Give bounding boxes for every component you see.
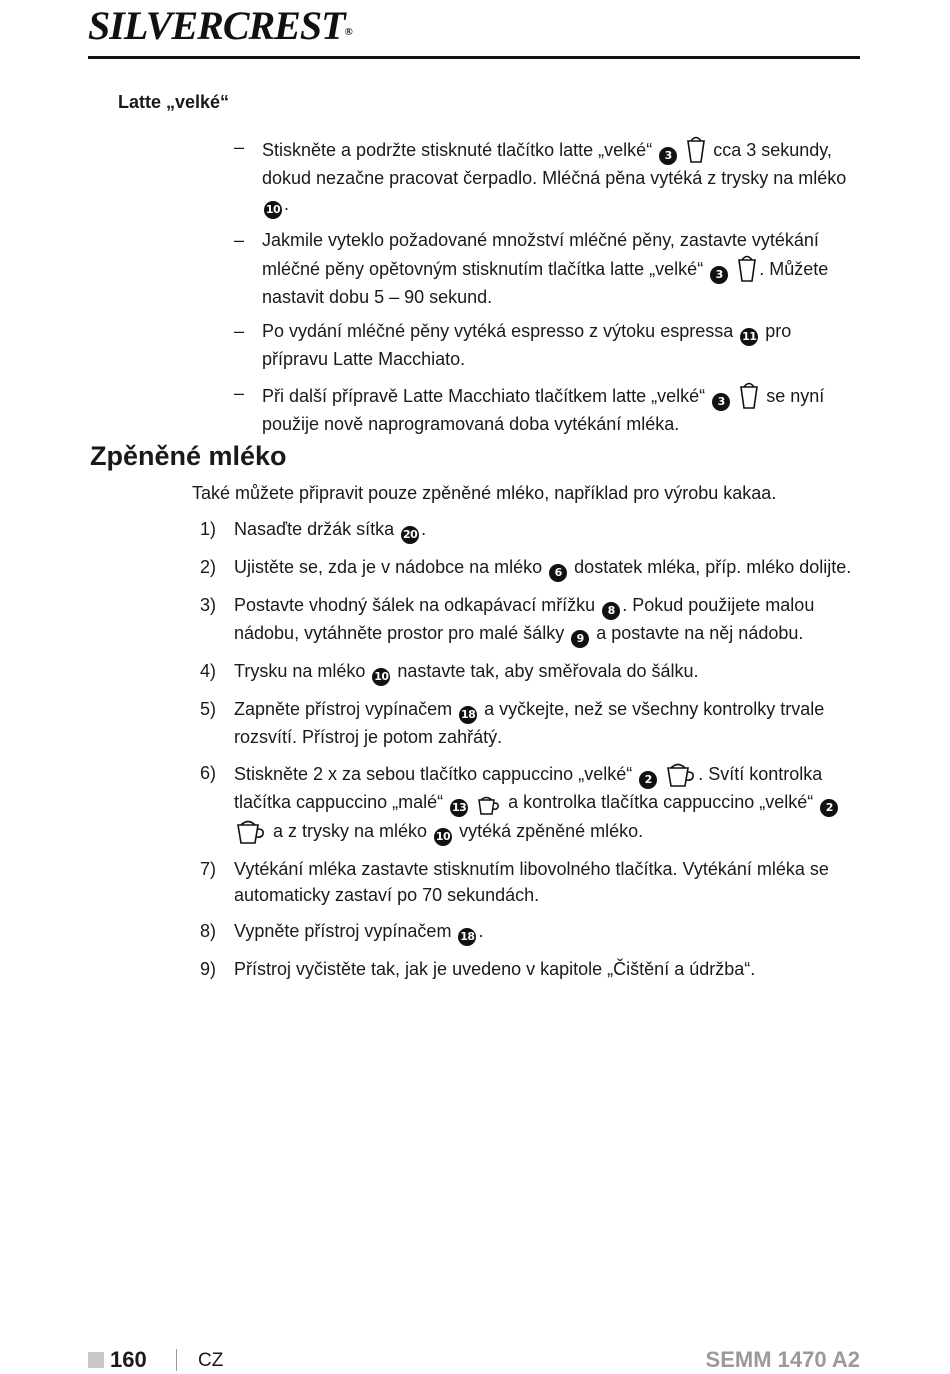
list-item: 9) Přístroj vyčistěte tak, jak je uvedeno v kapitole „Čištění a údržba“. (200, 959, 756, 979)
tall-cup-icon (737, 253, 757, 283)
page-number: 160 (110, 1347, 147, 1372)
brand-logo: SILVERCREST® (88, 3, 352, 48)
ref-badge: 13 (450, 799, 468, 817)
ref-badge: 2 (820, 799, 838, 817)
ref-badge: 9 (571, 630, 589, 648)
list-item: – Jakmile vyteklo požadované množství mléčné pěny, zastavte vytékání mléčné pěny opětovným stisknutím tlačítka latte „velké“ 3 . Můžete nastavit dobu 5 – 90 sekund. (234, 230, 829, 307)
latte-instructions (234, 134, 854, 445)
list-item: 3) Postavte vhodný šálek na odkapávací mřížku 8 . Pokud použijete malou nádobu, vytáhněte prostor pro malé šálky 9 a postavte na něj nádobu. (192, 592, 862, 648)
ref-badge: 10 (434, 828, 452, 846)
ref-badge: 18 (459, 706, 477, 724)
list-item: 5) Zapněte přístroj vypínačem 18 a vyčkejte, než se všechny kontrolky trvale rozsvítí. Přístroj je potom zahřátý. (200, 699, 825, 747)
list-item: – Po vydání mléčné pěny vytéká espresso z výtoku espressa 11 pro přípravu Latte Macchiato. (234, 321, 792, 369)
footer-square-marker (88, 1352, 104, 1368)
large-cup-icon (666, 760, 696, 788)
list-item: 4) Trysku na mléko 10 nastavte tak, aby směřovala do šálku. (192, 658, 862, 686)
header-divider (88, 56, 860, 59)
list-item: 6) Stiskněte 2 x za sebou tlačítko cappuccino „velké“ 2 . Svítí kontrolka tlačítka cappuccino „malé“ 13 a kontrolka tlačítka cappuccino „velké“ 2 a z trysky na mléko 10 vytéká zpěněné mléko. (192, 760, 862, 846)
footer-divider (176, 1349, 177, 1371)
tall-cup-icon (686, 134, 706, 164)
ref-badge: 2 (639, 771, 657, 789)
section-intro: Také můžete připravit pouze zpěněné mléko, například pro výrobu kakaa. (192, 483, 777, 503)
list-item: – Při další přípravě Latte Macchiato tlačítkem latte „velké“ 3 se nyní použije nově naprogramovaná doba vytékání mléka. (234, 380, 854, 437)
model-number: SEMM 1470 A2 (705, 1347, 860, 1372)
foam-steps (192, 516, 862, 992)
large-cup-icon (236, 817, 266, 845)
tall-cup-icon (739, 380, 759, 410)
list-item: – Stiskněte a podržte stisknuté tlačítko latte „velké“ 3 cca 3 sekundy, dokud nezačne pracovat čerpadlo. Mléčná pěna vytéká z trysky na mléko 10 . (234, 134, 854, 219)
section-title-foam: Zpěněné mléko (90, 441, 287, 471)
ref-badge: 6 (549, 564, 567, 582)
list-item: 7) Vytékání mléka zastavte stisknutím libovolného tlačítka. Vytékání mléka se automaticky zastaví po 70 sekundách. (200, 859, 829, 905)
language-code: CZ (198, 1350, 224, 1371)
ref-badge: 3 (710, 266, 728, 284)
ref-badge: 3 (659, 147, 677, 165)
small-cup-icon (477, 794, 501, 816)
ref-badge: 3 (712, 393, 730, 411)
section-title-latte: Latte „velké“ (118, 92, 230, 112)
ref-badge: 11 (740, 328, 758, 346)
ref-badge: 10 (372, 668, 390, 686)
ref-badge: 18 (458, 928, 476, 946)
ref-badge: 8 (602, 602, 620, 620)
ref-badge: 20 (401, 526, 419, 544)
list-item: 2) Ujistěte se, zda je v nádobce na mléko 6 dostatek mléka, příp. mléko dolijte. (192, 554, 862, 582)
list-item: 1) Nasaďte držák sítka 20 . (192, 516, 862, 544)
ref-badge: 10 (264, 201, 282, 219)
list-item: 8) Vypněte přístroj vypínačem 18 . (192, 918, 862, 946)
